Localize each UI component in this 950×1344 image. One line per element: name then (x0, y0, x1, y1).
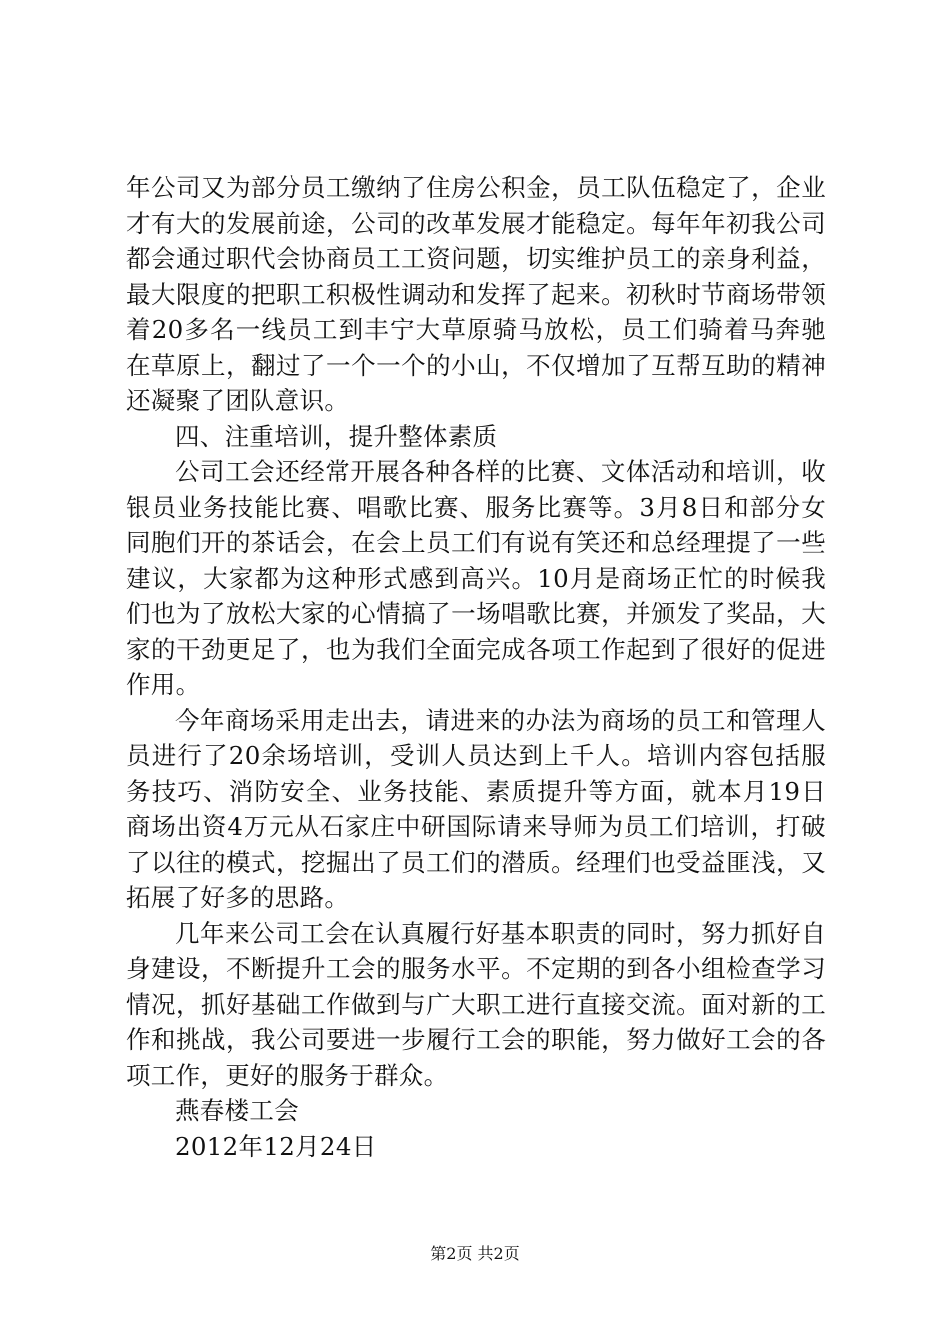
paragraph-conclusion: 几年来公司工会在认真履行好基本职责的同时，努力抓好自身建设，不断提升工会的服务水平。不定期的到各小组检查学习情况，抓好基础工作做到与广大职工进行直接交流。面对新的工作和挑战，我公司要进一步履行工会的职能，努力做好工会的各项工作，更好的服务于群众。 (126, 918, 826, 1090)
signature-organization: 燕春楼工会 (175, 1096, 299, 1125)
document-body (126, 170, 826, 1164)
signature-date: 2012年12月24日 (175, 1131, 377, 1161)
section-heading: 四、注重培训，提升整体素质 (175, 421, 498, 451)
paragraph-continuation: 年公司又为部分员工缴纳了住房公积金，员工队伍稳定了，企业才有大的发展前途，公司的改革发展才能稳定。每年年初我公司都会通过职代会协商员工工资问题，切实维护员工的亲身利益，最大限度的把职工积极性调动和发挥了起来。初秋时节商场带领着20多名一线员工到丰宁大草原骑马放松，员工们骑着马奔驰在草原上，翻过了一个一个的小山，不仅增加了互帮互助的精神还凝聚了团队意识。 (126, 173, 826, 415)
page-footer: 第2页 共2页 (430, 1244, 520, 1263)
paragraph-training: 今年商场采用走出去，请进来的办法为商场的员工和管理人员进行了20余场培训，受训人员达到上千人。培训内容包括服务技巧、消防安全、业务技能、素质提升等方面，就本月19日商场出资4万元从石家庄中研国际请来导师为员工们培训，打破了以往的模式，挖掘出了员工们的潜质。经理们也受益匪浅，又拓展了好多的思路。 (126, 705, 826, 912)
paragraph-activities: 公司工会还经常开展各种各样的比赛、文体活动和培训，收银员业务技能比赛、唱歌比赛、服务比赛等。3月8日和部分女同胞们开的茶话会，在会上员工们有说有笑还和总经理提了一些建议，大家都为这种形式感到高兴。10月是商场正忙的时候我们也为了放松大家的心情搞了一场唱歌比赛，并颁发了奖品，大家的干劲更足了，也为我们全面完成各项工作起到了很好的促进作用。 (126, 457, 826, 699)
